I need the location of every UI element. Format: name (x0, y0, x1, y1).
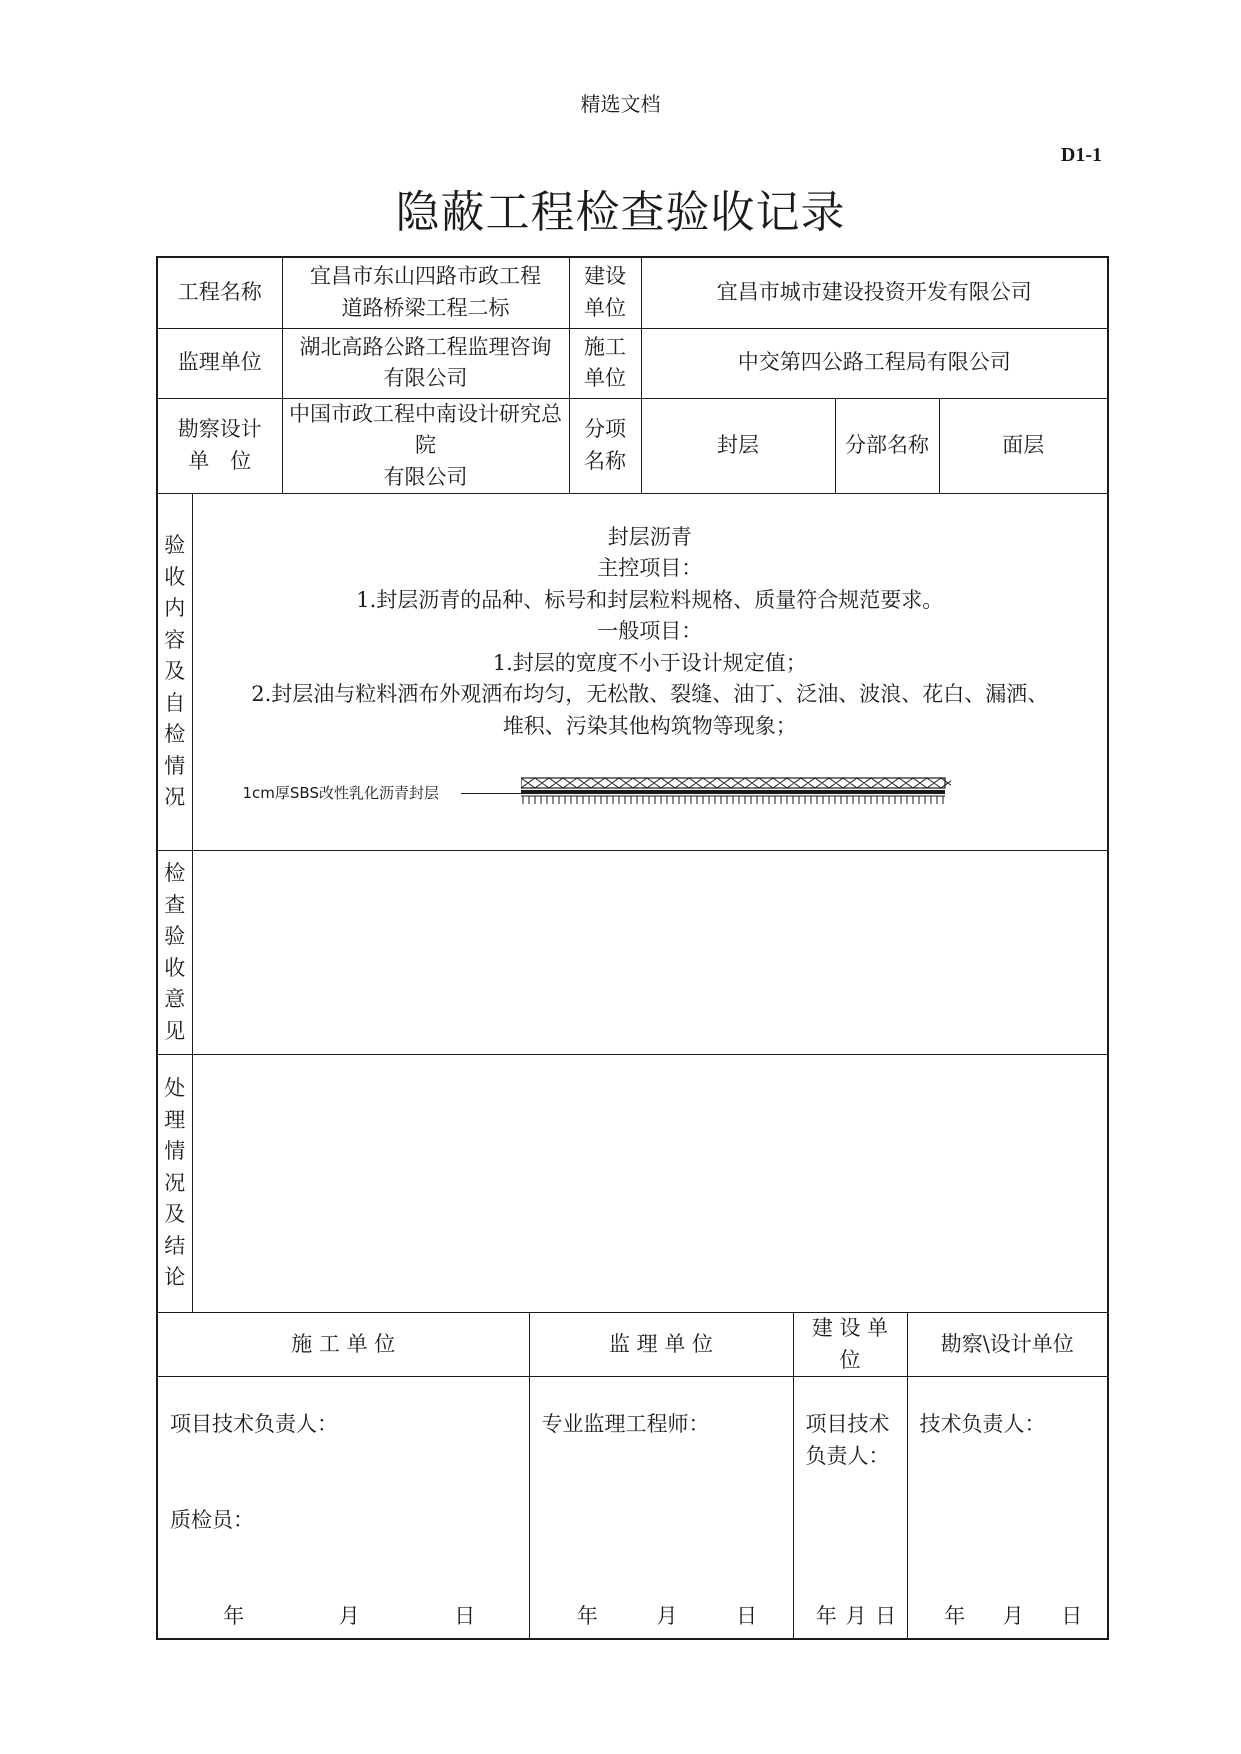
sig-role-2 (542, 1505, 793, 1601)
date-day: 日 (736, 1604, 758, 1628)
document-code: D1-1 (1060, 144, 1102, 166)
date-day: 日 (454, 1604, 476, 1628)
acceptance-content (192, 494, 1108, 851)
inspection-label (157, 851, 192, 1055)
date-month: 月 (845, 1604, 867, 1628)
handling-label-line1: 处理 (164, 1076, 186, 1132)
sig-role-1: 项目技术负责人： (170, 1412, 338, 1436)
hatched-layer-graphic (521, 776, 951, 816)
header-note: 精选文档 (580, 92, 661, 116)
contractor-label: 施工单位 (569, 328, 641, 398)
sig-role-2 (806, 1505, 907, 1601)
subitem-value: 封层 (641, 398, 835, 494)
sig-unit-owner: 建 设 单 位 (793, 1313, 907, 1377)
sig-date (806, 1601, 907, 1633)
acceptance-heading: 封层沥青 (607, 524, 692, 549)
sig-date (920, 1601, 1108, 1633)
sig-unit-design: 勘察\设计单位 (907, 1313, 1108, 1377)
contractor-value: 中交第四公路工程局有限公司 (641, 328, 1108, 398)
sig-unit-contractor: 施 工 单 位 (157, 1313, 529, 1377)
design-label-line2: 单 位 (188, 448, 252, 473)
division-label: 分部名称 (835, 398, 939, 494)
inspection-opinion-area[interactable] (192, 851, 1108, 1055)
supervisor-label: 监理单位 (157, 328, 282, 398)
date-year: 年 (576, 1604, 598, 1628)
inspection-label-line1: 检查 (164, 861, 186, 917)
acceptance-label-line2: 内容 (164, 596, 186, 652)
project-name-line1: 宜昌市东山四路市政工程 (310, 264, 541, 289)
date-month: 月 (1002, 1604, 1024, 1628)
sig-block-contractor[interactable] (157, 1377, 529, 1639)
date-month: 月 (656, 1604, 678, 1628)
date-year: 年 (815, 1604, 837, 1628)
inspection-label-line2: 验收 (164, 924, 186, 980)
sig-role-2 (920, 1505, 1108, 1601)
acceptance-label-line1: 验收 (164, 533, 186, 589)
main-items-label: 主控项目： (597, 556, 703, 581)
sig-date (170, 1601, 529, 1633)
owner-label: 建设单位 (569, 257, 641, 328)
date-day: 日 (875, 1604, 897, 1628)
sig-block-design[interactable] (907, 1377, 1108, 1639)
design-line2: 有限公司 (383, 464, 468, 489)
inspection-label-line3: 意见 (164, 987, 186, 1043)
owner-value: 宜昌市城市建设投资开发有限公司 (641, 257, 1108, 328)
acceptance-label-line3: 及自检 (164, 659, 186, 747)
row-handling (157, 1055, 1108, 1313)
supervisor-value (282, 328, 569, 398)
project-name-label: 工程名称 (157, 257, 282, 328)
main-item-1: 1.封层沥青的品种、标号和封层粒料规格、质量符合规范要求。 (356, 587, 944, 612)
handling-conclusion-area[interactable] (192, 1055, 1108, 1313)
handling-label-line3: 结论 (164, 1233, 186, 1290)
date-day: 日 (1061, 1604, 1083, 1628)
sig-role-1: 专业监理工程师： (541, 1412, 710, 1436)
project-name-line2: 道路桥梁工程二标 (341, 295, 510, 320)
date-year: 年 (223, 1604, 245, 1628)
date-month: 月 (338, 1604, 360, 1628)
sig-date (542, 1601, 793, 1633)
sig-block-owner[interactable] (793, 1377, 907, 1639)
sig-role-2: 质检员： (170, 1508, 254, 1532)
row-signature-units (157, 1313, 1108, 1377)
general-items-label: 一般项目： (597, 619, 703, 644)
row-design (157, 398, 1108, 494)
design-line1: 中国市政工程中南设计研究总院 (289, 401, 562, 457)
acceptance-label (157, 494, 192, 851)
sig-block-supervisor[interactable] (529, 1377, 793, 1639)
row-supervisor (157, 328, 1108, 398)
general-item-2a: 2.封层油与粒料洒布外观洒布均匀，无松散、裂缝、油丁、泛油、波浪、花白、漏洒、 (251, 682, 1049, 707)
sig-unit-supervisor: 监 理 单 位 (529, 1313, 793, 1377)
date-year: 年 (944, 1604, 966, 1628)
general-item-2b: 堆积、污染其他构筑物等现象； (502, 713, 797, 738)
project-name-value (282, 257, 569, 328)
page-title: 隐蔽工程检查验收记录 (395, 187, 846, 238)
row-project (157, 257, 1108, 328)
design-label-line1: 勘察设计 (177, 417, 262, 442)
handling-label-line2: 情况及 (164, 1139, 186, 1227)
design-value (282, 398, 569, 494)
subitem-label: 分项名称 (569, 398, 641, 494)
supervisor-line1: 湖北高路公路工程监理咨询 (299, 334, 552, 359)
design-label (157, 398, 282, 494)
row-signatures (157, 1377, 1108, 1639)
record-table (156, 256, 1109, 1640)
sig-role-1: 技术负责人： (919, 1412, 1046, 1436)
leader-line (461, 793, 521, 794)
general-item-1: 1.封层的宽度不小于设计规定值； (492, 650, 807, 675)
sig-role-1: 项目技术负责人： (805, 1412, 890, 1468)
handling-label (157, 1055, 192, 1313)
acceptance-label-line4: 情况 (164, 753, 186, 810)
supervisor-line2: 有限公司 (383, 366, 468, 390)
seal-layer-diagram (199, 762, 1102, 822)
diagram-label: 1cm厚SBS改性乳化沥青封层 (242, 784, 439, 803)
division-value: 面层 (939, 398, 1108, 494)
row-inspection (157, 851, 1108, 1055)
row-acceptance (157, 494, 1108, 851)
